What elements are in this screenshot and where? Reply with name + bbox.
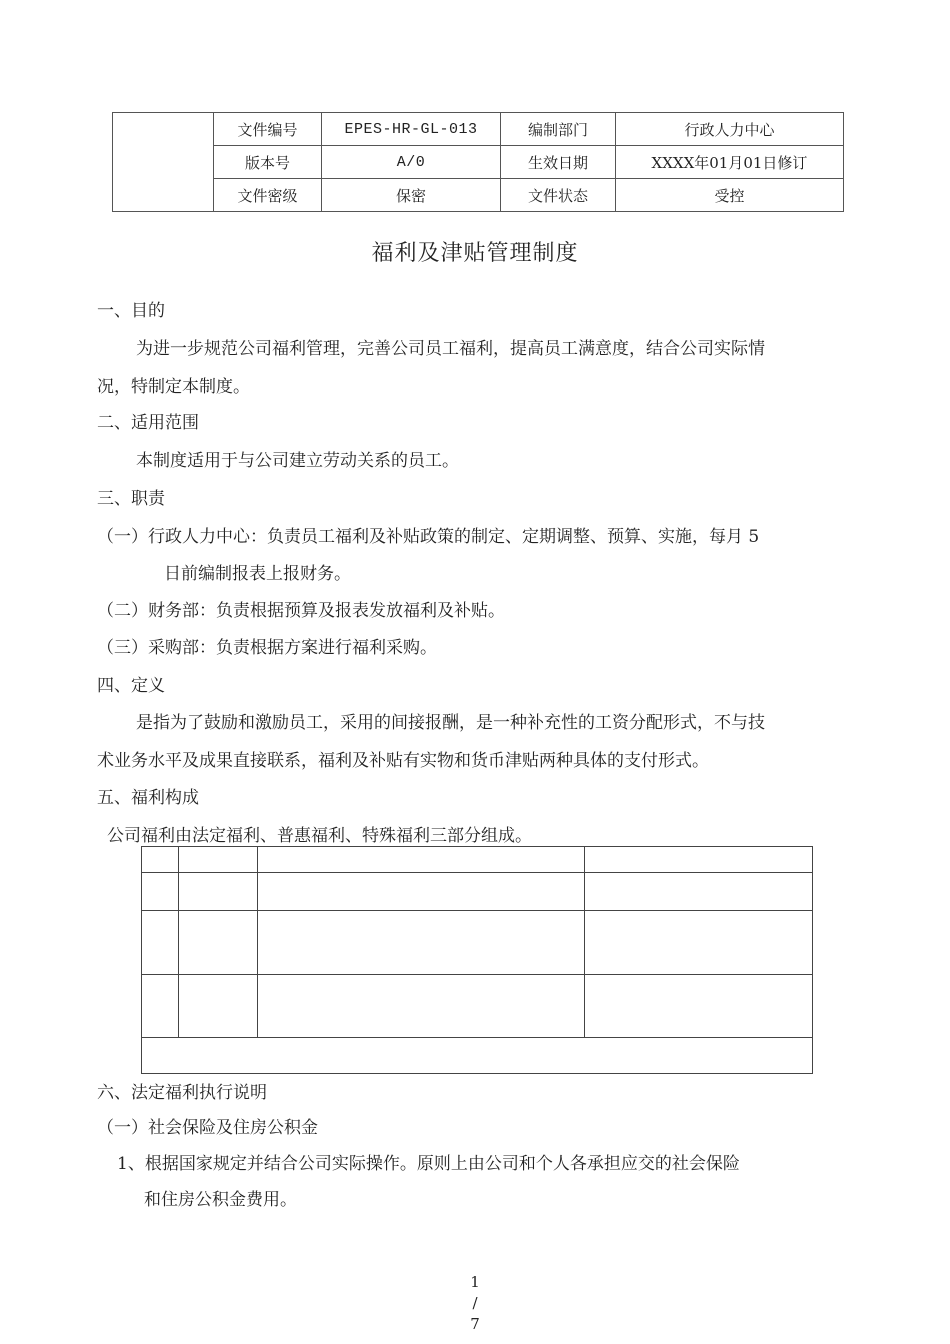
section-heading-purpose: 一、目的 bbox=[97, 301, 165, 321]
welfare-composition-table bbox=[141, 846, 813, 1074]
header-value-version: A/0 bbox=[322, 146, 501, 179]
header-label-doc-number: 文件编号 bbox=[214, 113, 322, 146]
page-number bbox=[465, 1272, 485, 1335]
purpose-text-line1: 为进一步规范公司福利管理，完善公司员工福利，提高员工满意度，结合公司实际情 bbox=[136, 339, 765, 359]
header-label-status: 文件状态 bbox=[501, 179, 616, 212]
table-cell bbox=[258, 847, 585, 873]
header-value-effective-date: XXXX年01月01日修订 bbox=[616, 146, 844, 179]
table-cell bbox=[179, 974, 258, 1037]
header-label-confidentiality: 文件密级 bbox=[214, 179, 322, 212]
section-heading-composition: 五、福利构成 bbox=[97, 788, 199, 808]
page-total: 7 bbox=[470, 1315, 480, 1333]
table-cell bbox=[585, 873, 813, 911]
scope-text: 本制度适用于与公司建立劳动关系的员工。 bbox=[136, 451, 459, 471]
page-current: 1 bbox=[470, 1273, 480, 1291]
definition-text-line2: 术业务水平及成果直接联系，福利及补贴有实物和货币津贴两种具体的支付形式。 bbox=[97, 751, 709, 771]
table-cell bbox=[179, 911, 258, 974]
duty-hr-line2: 日前编制报表上报财务。 bbox=[164, 564, 351, 584]
table-cell bbox=[258, 974, 585, 1037]
header-label-effective-date: 生效日期 bbox=[501, 146, 616, 179]
table-cell bbox=[585, 911, 813, 974]
table-cell bbox=[585, 974, 813, 1037]
table-cell bbox=[179, 847, 258, 873]
header-label-department: 编制部门 bbox=[501, 113, 616, 146]
table-cell bbox=[585, 847, 813, 873]
table-cell bbox=[258, 873, 585, 911]
table-cell bbox=[179, 873, 258, 911]
statutory-item1-line1: 1、根据国家规定并结合公司实际操作。原则上由公司和个人各承担应交的社会保险 bbox=[117, 1154, 740, 1174]
logo-cell bbox=[113, 113, 214, 212]
header-value-confidentiality: 保密 bbox=[322, 179, 501, 212]
composition-text: 公司福利由法定福利、普惠福利、特殊福利三部分组成。 bbox=[107, 826, 532, 846]
statutory-sub-heading: （一）社会保险及住房公积金 bbox=[97, 1118, 318, 1138]
header-value-status: 受控 bbox=[616, 179, 844, 212]
table-footer-cell bbox=[142, 1037, 813, 1073]
definition-text-line1: 是指为了鼓励和激励员工，采用的间接报酬，是一种补充性的工资分配形式，不与技 bbox=[136, 713, 765, 733]
statutory-item1-line2: 和住房公积金费用。 bbox=[144, 1190, 297, 1210]
header-value-doc-number: EPES-HR-GL-013 bbox=[322, 113, 501, 146]
header-value-department: 行政人力中心 bbox=[616, 113, 844, 146]
table-cell bbox=[142, 974, 179, 1037]
document-header-table bbox=[112, 112, 844, 212]
duty-purchasing: （三）采购部：负责根据方案进行福利采购。 bbox=[97, 638, 437, 658]
document-title: 福利及津贴管理制度 bbox=[371, 241, 579, 266]
duty-finance: （二）财务部：负责根据预算及报表发放福利及补贴。 bbox=[97, 601, 505, 621]
table-cell bbox=[142, 847, 179, 873]
table-cell bbox=[142, 911, 179, 974]
duty-hr-line1: （一）行政人力中心：负责员工福利及补贴政策的制定、定期调整、预算、实施，每月 5 bbox=[97, 527, 760, 547]
section-heading-statutory: 六、法定福利执行说明 bbox=[97, 1083, 267, 1103]
purpose-text-line2: 况，特制定本制度。 bbox=[97, 377, 250, 397]
table-cell bbox=[142, 873, 179, 911]
section-heading-scope: 二、适用范围 bbox=[97, 413, 199, 433]
table-cell bbox=[258, 911, 585, 974]
section-heading-definition: 四、定义 bbox=[97, 676, 165, 696]
page-separator: / bbox=[472, 1294, 478, 1312]
section-heading-duties: 三、职责 bbox=[97, 489, 165, 509]
header-label-version: 版本号 bbox=[214, 146, 322, 179]
